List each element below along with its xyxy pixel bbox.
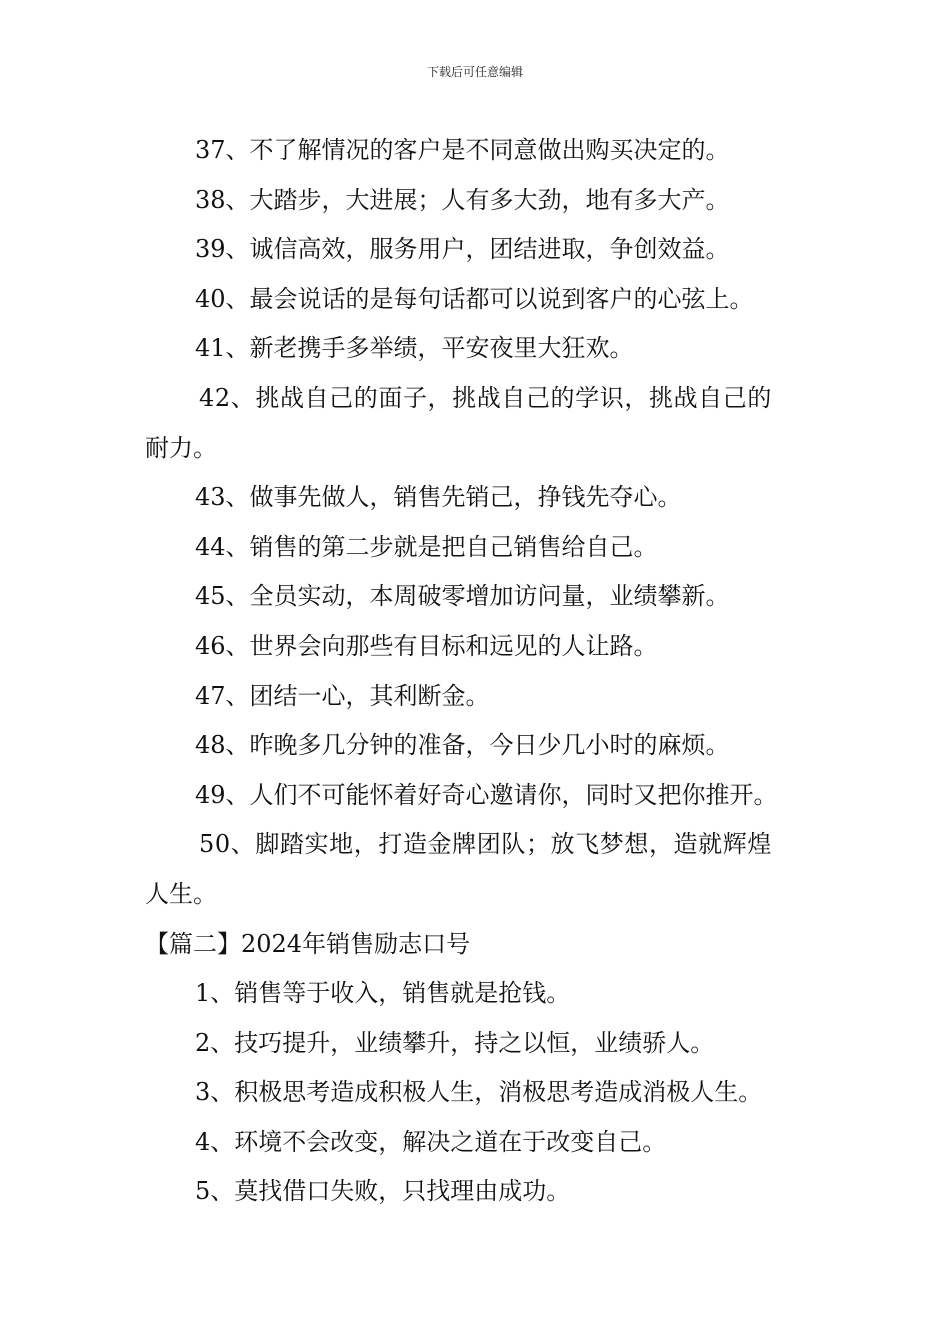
slogan-45: 45、全员实动，本周破零增加访问量，业绩攀新。 — [195, 582, 730, 611]
slogan-44: 44、销售的第二步就是把自己销售给自己。 — [195, 532, 658, 561]
slogan-38: 38、大踏步，大进展；人有多大劲，地有多大产。 — [195, 185, 730, 214]
slogan-40: 40、最会说话的是每句话都可以说到客户的心弦上。 — [195, 284, 754, 313]
slogan-43: 43、做事先做人，销售先销己，挣钱先夺心。 — [195, 483, 682, 512]
slogan-42: 42、挑战自己的面子，挑战自己的学识，挑战自己的 — [199, 383, 772, 412]
page-header: 下载后可任意编辑 — [426, 65, 523, 79]
slogan-3: 3、积极思考造成积极人生，消极思考造成消极人生。 — [195, 1078, 763, 1107]
slogan-39: 39、诚信高效，服务用户，团结进取，争创效益。 — [195, 235, 730, 264]
slogan-5: 5、莫找借口失败，只找理由成功。 — [195, 1177, 571, 1206]
slogan-48: 48、昨晚多几分钟的准备，今日少几小时的麻烦。 — [195, 731, 730, 760]
slogan-49: 49、人们不可能怀着好奇心邀请你，同时又把你推开。 — [195, 780, 778, 809]
slogan-2: 2、技巧提升，业绩攀升，持之以恒，业绩骄人。 — [195, 1028, 715, 1057]
slogan-1: 1、销售等于收入，销售就是抢钱。 — [195, 979, 571, 1008]
slogan-46: 46、世界会向那些有目标和远见的人让路。 — [195, 631, 658, 660]
slogan-4: 4、环境不会改变，解决之道在于改变自己。 — [195, 1127, 667, 1156]
section-heading: 【篇二】2024年销售励志口号 — [145, 929, 471, 958]
slogan-37: 37、不了解情况的客户是不同意做出购买决定的。 — [195, 136, 730, 164]
document-body — [145, 126, 815, 1217]
slogan-50: 50、脚踏实地，打造金牌团队；放飞梦想，造就辉煌 — [199, 830, 772, 859]
slogan-41: 41、新老携手多举绩，平安夜里大狂欢。 — [195, 334, 634, 363]
slogan-50-continued: 人生。 — [145, 879, 217, 908]
slogan-47: 47、团结一心，其利断金。 — [195, 681, 490, 710]
slogan-42-continued: 耐力。 — [145, 433, 217, 462]
